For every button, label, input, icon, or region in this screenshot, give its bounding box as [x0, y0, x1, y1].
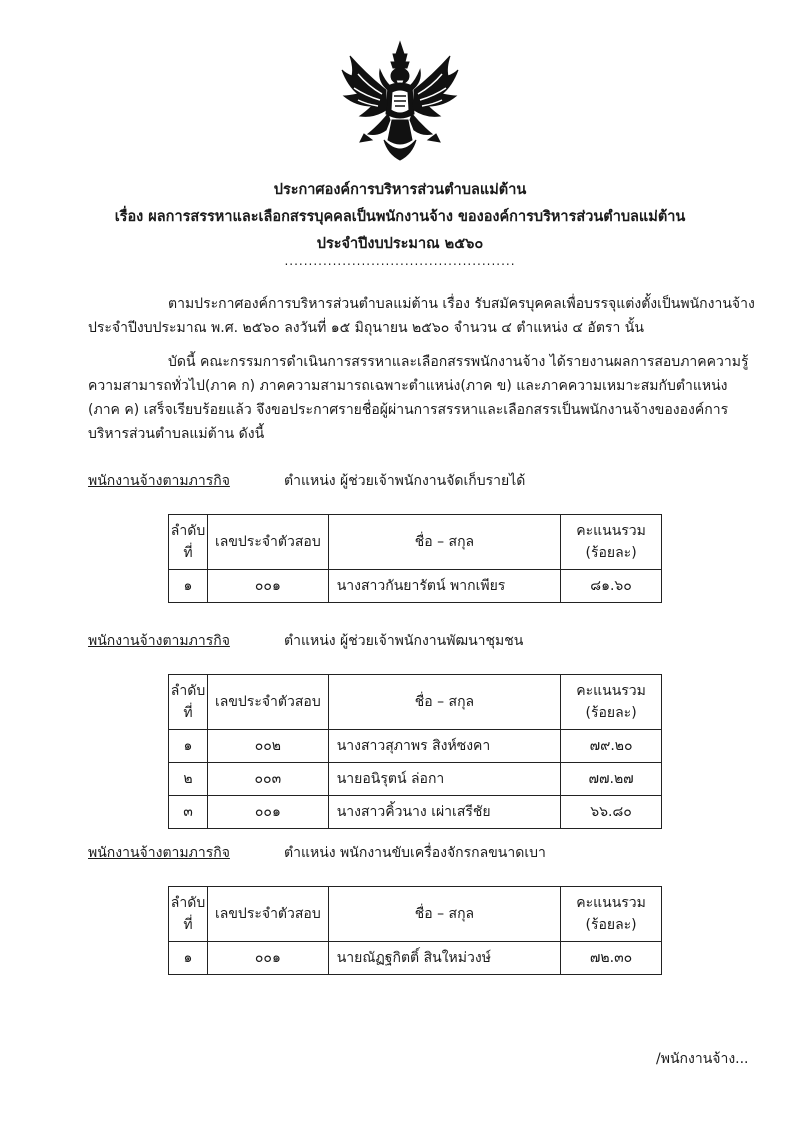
cell-name: นางสาวคิ้วนาง เผ่าเสรีชัย	[328, 796, 560, 829]
col-header-no: ลำดับ ที่	[169, 675, 208, 730]
employee-type: พนักงานจ้างตามภารกิจ	[88, 633, 230, 649]
section-heading	[88, 630, 524, 652]
cell-score: ๘๑.๖๐	[561, 570, 662, 603]
result-paragraph	[88, 350, 760, 446]
cell-exam-id: ๐๐๑	[207, 942, 328, 975]
col-header-no: ลำดับ ที่	[169, 887, 208, 942]
col-header-name: ชื่อ – สกุล	[328, 887, 560, 942]
cell-score: ๗๙.๒๐	[561, 730, 662, 763]
results-table	[168, 514, 662, 603]
col-header-exam-id: เลขประจำตัวสอบ	[207, 515, 328, 570]
position-title: ตำแหน่ง ผู้ช่วยเจ้าพนักงานจัดเก็บรายได้	[284, 473, 526, 489]
col-header-score: คะแนนรวม (ร้อยละ)	[561, 887, 662, 942]
table-row	[169, 796, 662, 829]
table-row	[169, 570, 662, 603]
cell-exam-id: ๐๐๑	[207, 570, 328, 603]
cell-score: ๗๒.๓๐	[561, 942, 662, 975]
table-header-row	[169, 675, 662, 730]
cell-score: ๗๗.๒๗	[561, 763, 662, 796]
col-header-name: ชื่อ – สกุล	[328, 675, 560, 730]
col-header-score: คะแนนรวม (ร้อยละ)	[561, 515, 662, 570]
section-heading	[88, 470, 526, 492]
cell-name: นางสาวกันยารัตน์ พากเพียร	[328, 570, 560, 603]
table-row	[169, 763, 662, 796]
section-heading	[88, 842, 546, 864]
paragraph-line: บริหารส่วนตำบลแม่ต้าน ดังนี้	[88, 426, 265, 442]
paragraph-line: (ภาค ค) เสร็จเรียบร้อยแล้ว จึงขอประกาศรายชื่อผู้ผ่านการสรรหาและเลือกสรรเป็นพนักงานจ้างขององค์การ	[88, 402, 729, 418]
table-row	[169, 942, 662, 975]
table-header-row	[169, 887, 662, 942]
col-header-name: ชื่อ – สกุล	[328, 515, 560, 570]
cell-name: นายอนิรุตน์ ล่อกา	[328, 763, 560, 796]
paragraph-line: ตามประกาศองค์การบริหารส่วนตำบลแม่ต้าน เรื่อง รับสมัครบุคคลเพื่อบรรจุแต่งตั้งเป็นพนักงานจ้าง	[168, 296, 755, 312]
cell-no: ๑	[169, 942, 208, 975]
paragraph-line: ความสามารถทั่วไป(ภาค ก) ภาคความสามารถเฉพาะตำแหน่ง(ภาค ข) และภาคความเหมาะสมกับตำแหน่ง	[88, 378, 728, 394]
results-table	[168, 674, 662, 829]
employee-type: พนักงานจ้างตามภารกิจ	[88, 473, 230, 489]
cell-no: ๓	[169, 796, 208, 829]
cell-no: ๑	[169, 570, 208, 603]
employee-type: พนักงานจ้างตามภารกิจ	[88, 845, 230, 861]
col-header-exam-id: เลขประจำตัวสอบ	[207, 675, 328, 730]
announcement-title: ประกาศองค์การบริหารส่วนตำบลแม่ต้าน	[273, 182, 527, 198]
cell-name: นายณัฏฐกิตติ์ สินใหม่วงษ์	[328, 942, 560, 975]
col-header-exam-id: เลขประจำตัวสอบ	[207, 887, 328, 942]
table-row	[169, 730, 662, 763]
col-header-score: คะแนนรวม (ร้อยละ)	[561, 675, 662, 730]
paragraph-line: บัดนี้ คณะกรรมการดำเนินการสรรหาและเลือกสรรพนักงานจ้าง ได้รายงานผลการสอบภาคความรู้	[168, 354, 749, 370]
col-header-no: ลำดับ ที่	[169, 515, 208, 570]
fiscal-year: ประจำปีงบประมาณ ๒๕๖๐	[316, 236, 484, 252]
cell-exam-id: ๐๐๑	[207, 796, 328, 829]
cell-score: ๖๖.๘๐	[561, 796, 662, 829]
cell-no: ๑	[169, 730, 208, 763]
cell-no: ๒	[169, 763, 208, 796]
cell-exam-id: ๐๐๓	[207, 763, 328, 796]
announcement-subject: เรื่อง ผลการสรรหาและเลือกสรรบุคคลเป็นพนักงานจ้าง ขององค์การบริหารส่วนตำบลแม่ต้าน	[114, 209, 686, 225]
title-divider: ................................................	[284, 254, 516, 268]
continued-marker: /พนักงานจ้าง...	[656, 1051, 749, 1067]
intro-paragraph	[88, 292, 760, 340]
position-title: ตำแหน่ง ผู้ช่วยเจ้าพนักงานพัฒนาชุมชน	[284, 633, 524, 649]
results-table	[168, 886, 662, 975]
paragraph-line: ประจำปีงบประมาณ พ.ศ. ๒๕๖๐ ลงวันที่ ๑๕ มิถุนายน ๒๕๖๐ จำนวน ๔ ตำแหน่ง ๔ อัตรา นั้น	[88, 320, 644, 336]
table-header-row	[169, 515, 662, 570]
cell-exam-id: ๐๐๒	[207, 730, 328, 763]
position-title: ตำแหน่ง พนักงานขับเครื่องจักรกลขนาดเบา	[284, 845, 546, 861]
cell-name: นางสาวสุภาพร สิงห์ซงคา	[328, 730, 560, 763]
garuda-emblem	[338, 40, 462, 162]
